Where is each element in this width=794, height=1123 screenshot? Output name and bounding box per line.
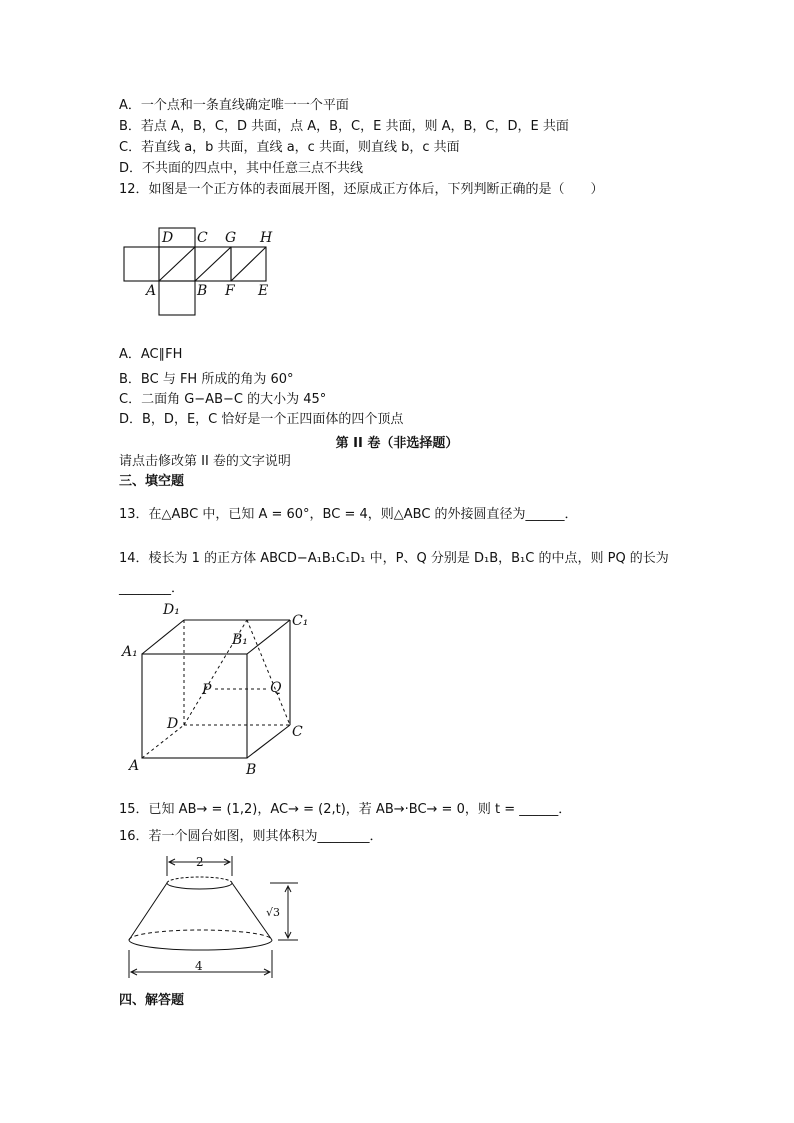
q11-option-d: D．不共面的四点中，其中任意三点不共线: [119, 161, 364, 176]
frustum-diagram: [120, 850, 310, 980]
part2-note: 请点击修改第 II 卷的文字说明: [119, 454, 291, 469]
q11-option-b: B．若点 A，B，C，D 共面，点 A，B，C，E 共面，则 A，B，C，D，E 共面: [119, 119, 569, 134]
cube-label-q: Q: [270, 680, 282, 696]
frustum-height-label: √3: [266, 906, 281, 919]
cube-label-d: D: [167, 716, 179, 732]
net-label-h: H: [260, 230, 273, 246]
net-label-c: C: [197, 230, 208, 246]
q12-stem: 12．如图是一个正方体的表面展开图，还原成正方体后，下列判断正确的是（ ）: [119, 182, 604, 197]
cube-net-diagram: [115, 225, 285, 320]
net-label-b: B: [197, 283, 208, 299]
q14-text-line1: 14．棱长为 1 的正方体 ABCD−A₁B₁C₁D₁ 中，P、Q 分别是 D₁B，B₁C 的中点，则 PQ 的长为: [119, 551, 669, 566]
cube-label-d1: D₁: [163, 602, 180, 618]
q12-option-c: C．二面角 G−AB−C 的大小为 45°: [119, 392, 327, 407]
q16-text: 16．若一个圆台如图，则其体积为________．: [119, 829, 383, 844]
frustum-bottom-label: 4: [195, 959, 203, 973]
section3-heading: 三、填空题: [119, 474, 185, 489]
frustum-top-label: 2: [196, 855, 204, 869]
q11-option-c: C．若直线 a，b 共面，直线 a，c 共面，则直线 b，c 共面: [119, 140, 460, 155]
cube-label-c: C: [292, 724, 303, 740]
part2-title: 第 II 卷（非选择题）: [335, 436, 459, 451]
section4-heading: 四、解答题: [119, 993, 185, 1008]
q12-option-a: A．AC∥FH: [119, 347, 183, 362]
q11-option-a: A．一个点和一条直线确定唯一一个平面: [119, 98, 349, 113]
net-label-a: A: [146, 283, 157, 299]
net-label-d: D: [162, 230, 174, 246]
q13-text: 13．在△ABC 中，已知 A = 60°，BC = 4，则△ABC 的外接圆直径为______．: [119, 507, 578, 522]
cube-label-a1: A₁: [122, 644, 138, 660]
cube-label-a: A: [129, 758, 140, 774]
cube-label-p: P: [202, 682, 212, 698]
net-label-f: F: [225, 283, 235, 299]
net-label-e: E: [258, 283, 269, 299]
q15-text: 15．已知 AB→ = (1,2)，AC→ = (2,t)，若 AB→·BC→ = 0，则 t = ______．: [119, 802, 572, 817]
cube-diagram: [120, 598, 320, 778]
q12-option-b: B．BC 与 FH 所成的角为 60°: [119, 372, 294, 387]
net-label-g: G: [225, 230, 237, 246]
cube-label-b1: B₁: [232, 632, 248, 648]
q12-option-d: D．B，D，E，C 恰好是一个正四面体的四个顶点: [119, 412, 404, 427]
cube-label-b: B: [246, 762, 257, 778]
cube-label-c1: C₁: [292, 613, 309, 629]
q14-text-line2: ________．: [119, 581, 185, 596]
